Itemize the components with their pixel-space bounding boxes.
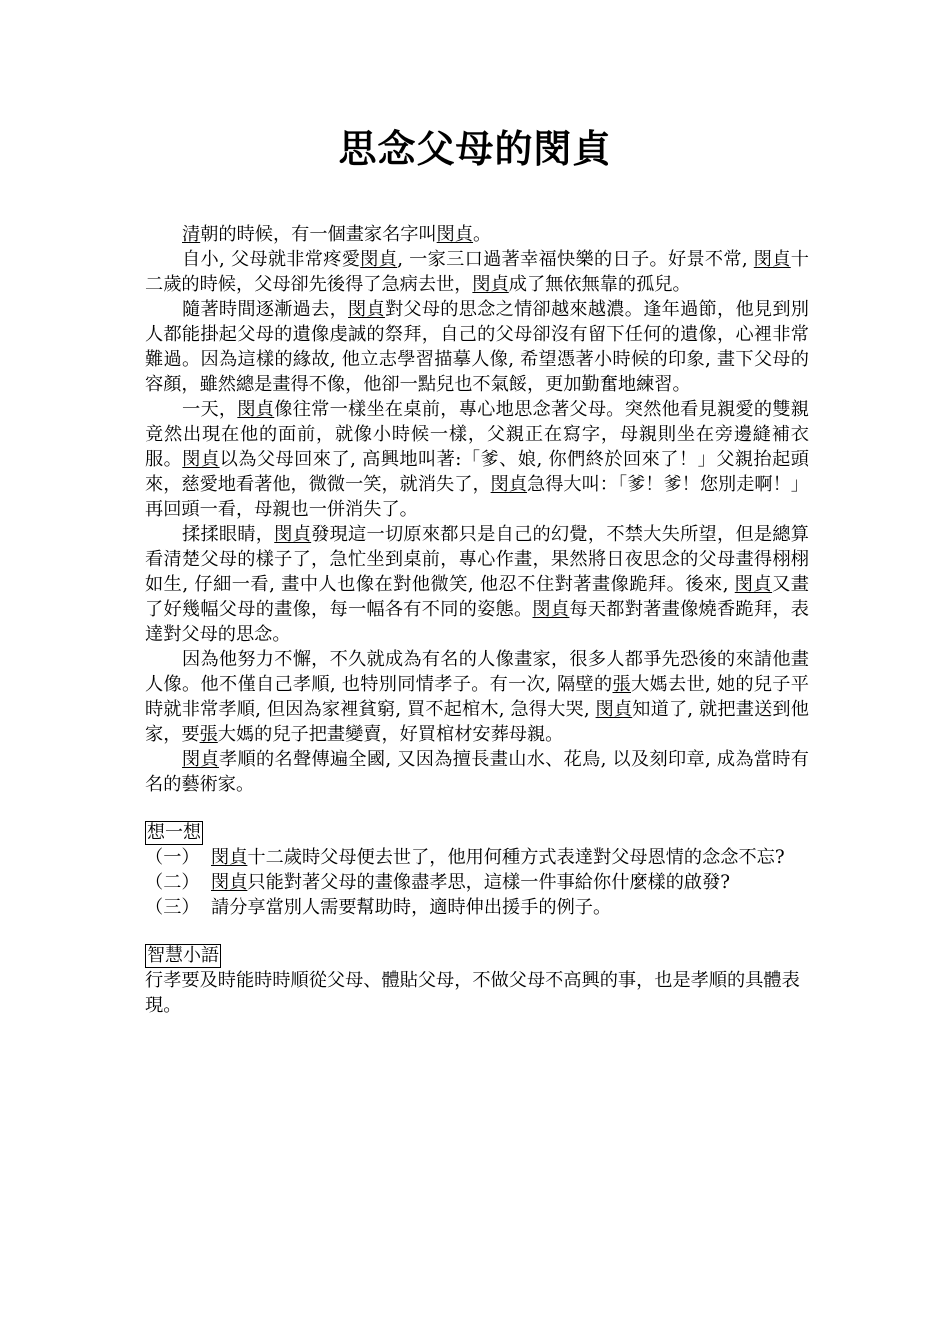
person-name: 閔貞 [436,224,474,245]
person-name: 閔貞 [753,249,791,270]
person-name: 閔貞 [211,872,248,893]
wisdom-section [145,944,825,1018]
question-2: （二） 閔貞只能對著父母的畫像盡孝思，這樣一件事給你什麼樣的啟發? [145,872,731,893]
story-paragraph-1: 清朝的時候，有一個畫家名字叫閔貞。 [182,224,492,245]
page-title: 思念父母的閔貞 [338,126,612,171]
person-name: 閔貞 [472,274,509,295]
person-name: 閔貞 [348,299,385,320]
question-3: （三） 請分享當別人需要幫助時，適時伸出援手的例子。 [145,897,612,918]
think-heading: 想一想 [147,822,201,843]
person-name: 閔貞 [595,699,633,720]
person-name: 閔貞 [532,599,570,620]
person-name: 閔貞 [490,474,528,495]
story-paragraph-3: 隨著時間逐漸過去，閔貞對父母的思念之情卻越來越濃。逢年過節，他見到別人都能掛起父母的遺像虔誠的祭拜，自己的父母卻沒有留下任何的遺像，心裡非常難過。因為這樣的緣故, 他立志學習描摹人像, 希望憑著小時候的印象, 畫下父母的容顏，雖然總是畫得不像，他卻一點兒也不氣餒，更加勤奮地練習。 [145,299,809,395]
story-paragraph-5: 揉揉眼睛，閔貞發現這一切原來都只是自己的幻覺，不禁大失所望，但是總算看清楚父母的樣子了，急忙坐到桌前，專心作畫，果然將日夜思念的父母畫得栩栩如生, 仔細一看, 畫中人也像在對他微笑, 他忍不住對著畫像跪拜。後來, 閔貞又畫了好幾幅父母的畫像，每一幅各有不同的姿態。閔貞每天都對著畫像燒香跪拜，表達對父母的思念。 [145,524,809,645]
think-section [145,821,825,920]
dynasty-name: 清 [182,224,201,245]
person-name: 閔貞 [237,399,275,420]
wisdom-heading: 智慧小語 [147,945,219,966]
person-name: 閔貞 [360,249,398,270]
story-paragraph-4: 一天，閔貞像往常一樣坐在桌前，專心地思念著父母。突然他看見親愛的雙親竟然出現在他的面前，就像小時候一樣，父親正在寫字，母親則坐在旁邊縫補衣服。閔貞以為父母回來了, 高興地叫著:「爹、娘, 你們終於回來了！」父親抬起頭來，慈愛地看著他，微微一笑，就消失了，閔貞急得大叫：「爹！爹！您別走啊！」再回頭一看，母親也一併消失了。 [145,399,809,520]
story-paragraph-7: 閔貞孝順的名聲傳遍全國, 又因為擅長畫山水、花鳥, 以及刻印章, 成為當時有名的藝術家。 [145,749,809,795]
story-body [145,222,809,797]
story-paragraph-2: 自小, 父母就非常疼愛閔貞, 一家三口過著幸福快樂的日子。好景不常, 閔貞十二歲的時候，父母卻先後得了急病去世，閔貞成了無依無靠的孤兒。 [145,249,809,295]
wisdom-text: 行孝要及時能時時順從父母、體貼父母，不做父母不高興的事，也是孝順的具體表現。 [145,970,800,1016]
surname: 張 [199,724,218,745]
person-name: 閔貞 [182,449,220,470]
question-1: （一） 閔貞十二歲時父母便去世了，他用何種方式表達對父母恩情的念念不忘? [145,847,785,868]
person-name: 閔貞 [734,574,773,595]
story-paragraph-6: 因為他努力不懈，不久就成為有名的人像畫家，很多人都爭先恐後的來請他畫人像。他不僅自己孝順, 也特別同情孝子。有一次, 隔壁的張大媽去世, 她的兒子平時就非常孝順, 但因為家裡貧窮, 買不起棺木, 急得大哭, 閔貞知道了, 就把畫送到他家，要張大媽的兒子把畫變賣，好買棺材安葬母親。 [145,649,809,745]
person-name: 閔貞 [211,847,248,868]
person-name: 閔貞 [274,524,312,545]
person-name: 閔貞 [182,749,219,770]
surname: 張 [612,674,631,695]
